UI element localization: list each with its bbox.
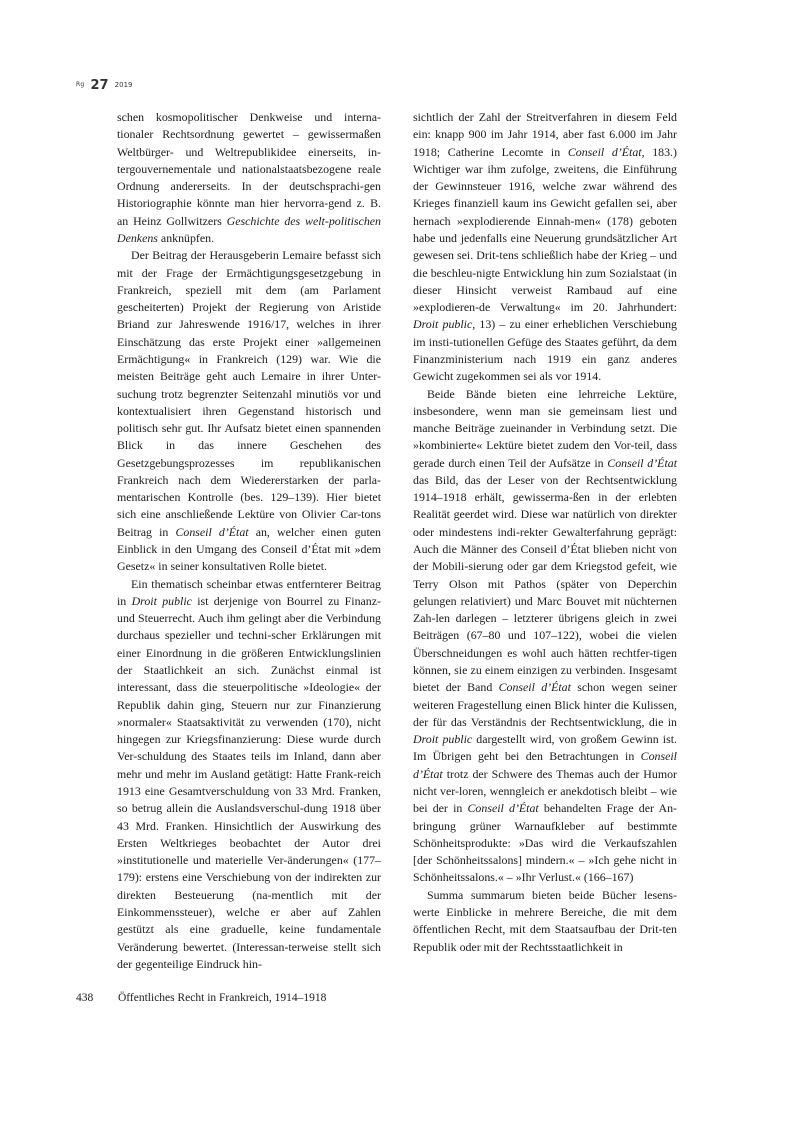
text-run: behandelten Frage der An-bringung grüner Warnaufkleber auf bestimmte Schönheitsprodukte: »Das wird die Verkaufszahlen [der Schönheitssalons] mindern.« – »Ich gehe nicht in Schönheitssalons.« – »Ihr Verlust.« (166–167) (413, 801, 677, 885)
journal-abbrev: Rg (76, 81, 85, 88)
text-run: Ein thematisch scheinbar etwas entfernterer Beitrag in (117, 576, 381, 608)
text-run: , 183.) Wichtiger war ihm zufolge, zweitens, die Einführung der Gewinnsteuer 1916, welche zwar während des Krieges finanziell kaum ins Gewicht gefallen sei, aber hernach »explodierende Einnah-men« (178) geboten habe und jedenfalls eine Neuerung grundsätzlicher Art gewesen sei. Drit-tens schließlich habe der Krieg – und die beschleu-nigte Entwicklung hin zum Sozialstaat (in dieser Hinsicht verweist Rambaud auf eine »explodieren-de Verwaltung« im 20. Jahrhundert: (413, 144, 677, 315)
italic-title: Droit public (413, 317, 473, 332)
text-run: Der Beitrag der Herausgeberin Lemaire befasst sich mit der Frage der Ermächtigungsgesetzgebung in Frankreich, speziell mit dem (am Parlament gescheiterten) Projekt der Regierung von Aristide Briand zur Jahreswende 1916/17, welches in ihrer Einschätzung das erste Projekt einer »allgemeinen Ermächtigung« in Frankreich (129) war. Wie die meisten Beiträge geht auch Lemaire in ihrer Unter-suchung trotz begrenzter Seitenzahl minutiös vor und kontextualisiert ihren Gegenstand historisch und politisch sehr gut. Ihr Aufsatz bietet einen spannenden Blick in das innere Geschehen des Gesetzgebungsprozesses im republikanischen Frankreich nach dem Wiedererstarken der parla-mentarischen Kontrolle (bes. 129–139). Hier bietet sich eine anschließende Lektüre von Olivier Car-tons Beitrag in (117, 248, 381, 539)
left-text-column (117, 109, 381, 973)
text-run: das Bild, das der Leser von der Rechtsentwicklung 1914–1918 erhält, gewisserma-ßen in der erlebten Realität geerdet wird. Diese war natürlich von direkter oder mindestens indi-rekter Gewalterfahrung geprägt: Auch die Männer des Conseil d’État blieben nicht von der Mobili-sierung oder gar dem Kriegstod gefeit, wie Terry Olson mit Pathos (später von Deperchin gelungen relativiert) und Marc Bouvet mit nüchternen Zah-len darlegen – letzterer übrigens gleich in zwei Beiträgen (67–80 und 107–122), wobei die vielen Überschneidungen es wohl auch hätten rechtfer-tigen können, sie zu einem einzigen zu verbinden. Insgesamt bietet der Band (413, 472, 677, 695)
text-run: ist derjenige von Bourrel zu Finanz- und Steuerrecht. Auch ihm gelingt aber die Verbindung durchaus spezieller und techni-scher Erklärungen mit einer Einordnung in die größeren Entwicklungslinien der Staatlichkeit an sich. Zunächst einmal ist interessant, dass die steuerpolitische »Ideologie« der Republik dahin ging, Steuern nur zur Finanzierung »normaler« Staatsaktivität zu verwenden (170), nicht hingegen zur Kriegsfinanzierung: Diese wurde durch Ver-schuldung des Staates teils im Inland, dann aber mehr und mehr im Ausland getätigt: Hatte Frank-reich 1913 eine Gesamtverschuldung von 33 Mrd. Franken, so betrug allein die Auslandsverschul-dung 1918 über 43 Mrd. Franken. Hinsichtlich der Auswirkung des Ersten Weltkrieges beobachtet der Autor drei »institutionelle und materielle Ver-änderungen« (177–179): erstens eine Verschiebung von der indirekten zur direkten Besteuerung (na-mentlich mit der Einkommenssteuer), welche er aber auf Zahlen gestützt als eine graduelle, keine fundamentale Veränderung bewertet. (Interessan-terweise stellt sich der gegenteilige Eindruck hin- (117, 593, 381, 971)
italic-title: Conseil d’État (498, 680, 571, 695)
italic-title: Droit public (131, 593, 192, 608)
text-run: Beide Bände bieten eine lehrreiche Lektüre, insbesondere, wenn man sie gemeinsam liest und manche Beiträge zueinander in Verbindung setzt. Die »kombinierte« Lektüre bietet zudem den Vor-teil, dass gerade durch einen Teil der Aufsätze in (413, 386, 677, 470)
text-run: trotz der Schwere des Themas auch der Humor nicht ver-loren, wenngleich er anekdotisch bleibt – wie bei der in (413, 766, 677, 816)
italic-title: Droit public (413, 732, 473, 747)
text-run: , 13) – zu einer erheblichen Verschiebung im insti-tutionellen Gefüge des Staates geführt, da dem Finanzministerium nach 1919 ein ganz anderes Gewicht zugekommen sei als vor 1914. (413, 317, 677, 384)
paragraph (117, 109, 381, 247)
italic-title: Conseil d’État (413, 749, 677, 781)
text-run: schen kosmopolitischer Denkweise und interna-tionaler Rechtsordnung gewertet – gewissermaßen Weltbürger- und Weltrepublikidee einerseits, in-tergouvernementale und nationalstaatsbezogene reale Ordnung andererseits. In der deutschsprachi-gen Historiographie könnte man hier hervorra-gend z. B. an Heinz Gollwitzers (117, 110, 381, 228)
text-run: schon wegen seiner weiteren Fragestellung einen Blick hinter die Kulissen, der für das Verständnis der Rechtsentwicklung, die in (413, 680, 677, 729)
text-run: anknüpfen. (157, 230, 215, 245)
text-run: dargestellt wird, von großem Gewinn ist. Im Übrigen geht bei den Betrachtungen in (413, 732, 677, 764)
running-head (76, 74, 133, 93)
volume-number: 27 (90, 78, 109, 93)
right-text-column (413, 109, 677, 956)
text-run: an, welcher einen guten Einblick in den Umgang des Conseil d’État mit »dem Gesetz« in seiner konsultativen Rolle bietet. (117, 524, 381, 574)
italic-title: Geschichte des welt-politischen Denkens (117, 213, 381, 245)
text-run: sichtlich der Zahl der Streitverfahren in diesem Feld ein: knapp 900 im Jahr 1914, aber fast 6.000 im Jahr 1918; Catherine Lecomte in (413, 110, 677, 159)
paragraph (117, 247, 381, 575)
text-run: Summa summarum bieten beide Bücher lesens-werte Einblicke in mehrere Bereiche, die mit dem öffentlichen Recht, mit dem Staatsaufbau der Drit-ten Republik oder mit der Rechtsstaatlichkeit in (413, 887, 677, 954)
paragraph (413, 887, 677, 956)
italic-title: Conseil d’État (467, 801, 539, 816)
volume-year: 2019 (114, 81, 133, 89)
italic-title: Conseil d’État (607, 455, 677, 470)
paragraph (117, 576, 381, 973)
paragraph (413, 109, 677, 386)
footer-title: Öffentliches Recht in Frankreich, 1914–1918 (118, 992, 327, 1004)
italic-title: Conseil d’État (567, 144, 642, 159)
italic-title: Conseil d’État (175, 524, 249, 539)
paragraph (413, 386, 677, 887)
page-number: 438 (76, 992, 94, 1004)
